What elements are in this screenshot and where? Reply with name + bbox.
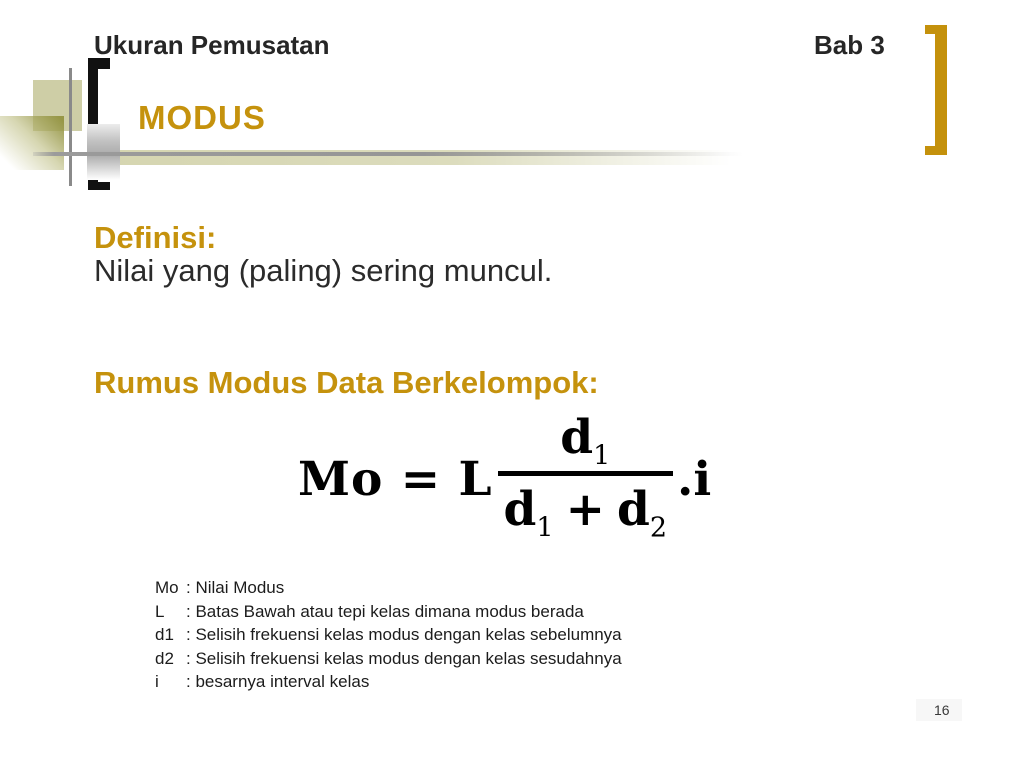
horizontal-rule-decoration bbox=[33, 152, 743, 156]
den-d1-subscript: 1 bbox=[536, 512, 554, 544]
legend-desc: : Selisih frekuensi kelas modus dengan kelas sebelumnya bbox=[186, 625, 622, 644]
formula-lhs: Mo = L bbox=[298, 452, 493, 507]
right-bracket-icon bbox=[925, 146, 947, 155]
legend-item bbox=[155, 576, 622, 600]
legend-desc: : Selisih frekuensi kelas modus dengan kelas sesudahnya bbox=[186, 648, 622, 668]
header-title: Ukuran Pemusatan bbox=[94, 30, 330, 60]
legend-item bbox=[155, 647, 622, 671]
legend-item bbox=[155, 670, 622, 694]
legend-term: Mo bbox=[155, 578, 179, 597]
page-number: 16 bbox=[934, 702, 950, 718]
legend-term: d2 bbox=[155, 648, 174, 668]
den-d2-subscript: 2 bbox=[649, 512, 668, 544]
formula-legend bbox=[155, 576, 622, 694]
legend-term: i bbox=[155, 672, 159, 691]
formula-section-label: Rumus Modus Data Berkelompok: bbox=[94, 365, 599, 400]
legend-desc: : Batas Bawah atau tepi kelas dimana modus berada bbox=[186, 601, 584, 621]
vertical-line-decoration bbox=[69, 68, 72, 186]
legend-term: L bbox=[155, 601, 165, 621]
left-bracket-icon bbox=[88, 182, 110, 190]
fraction-numerator bbox=[550, 410, 620, 472]
legend-term: d1 bbox=[155, 625, 174, 644]
legend-desc: : Nilai Modus bbox=[186, 578, 285, 597]
numerator-base: d bbox=[560, 410, 594, 465]
legend-desc: : besarnya interval kelas bbox=[186, 672, 370, 691]
right-bracket-icon bbox=[935, 25, 947, 155]
den-d2-base: d bbox=[616, 482, 650, 537]
fraction-denominator bbox=[498, 471, 674, 545]
definition-text: Nilai yang (paling) sering muncul. bbox=[94, 253, 553, 288]
page-title: MODUS bbox=[138, 99, 266, 136]
den-d1-base: d bbox=[503, 482, 537, 537]
definition-label: Definisi: bbox=[94, 220, 217, 255]
formula-fraction bbox=[498, 410, 674, 545]
formula-multiplier: .i bbox=[677, 452, 712, 507]
legend-item bbox=[155, 600, 622, 624]
legend-item bbox=[155, 623, 622, 647]
modus-formula bbox=[298, 410, 712, 545]
chapter-label: Bab 3 bbox=[814, 30, 885, 60]
numerator-subscript: 1 bbox=[593, 440, 611, 472]
olive-gradient-decoration bbox=[0, 116, 64, 170]
den-plus-operator: + bbox=[565, 482, 605, 537]
